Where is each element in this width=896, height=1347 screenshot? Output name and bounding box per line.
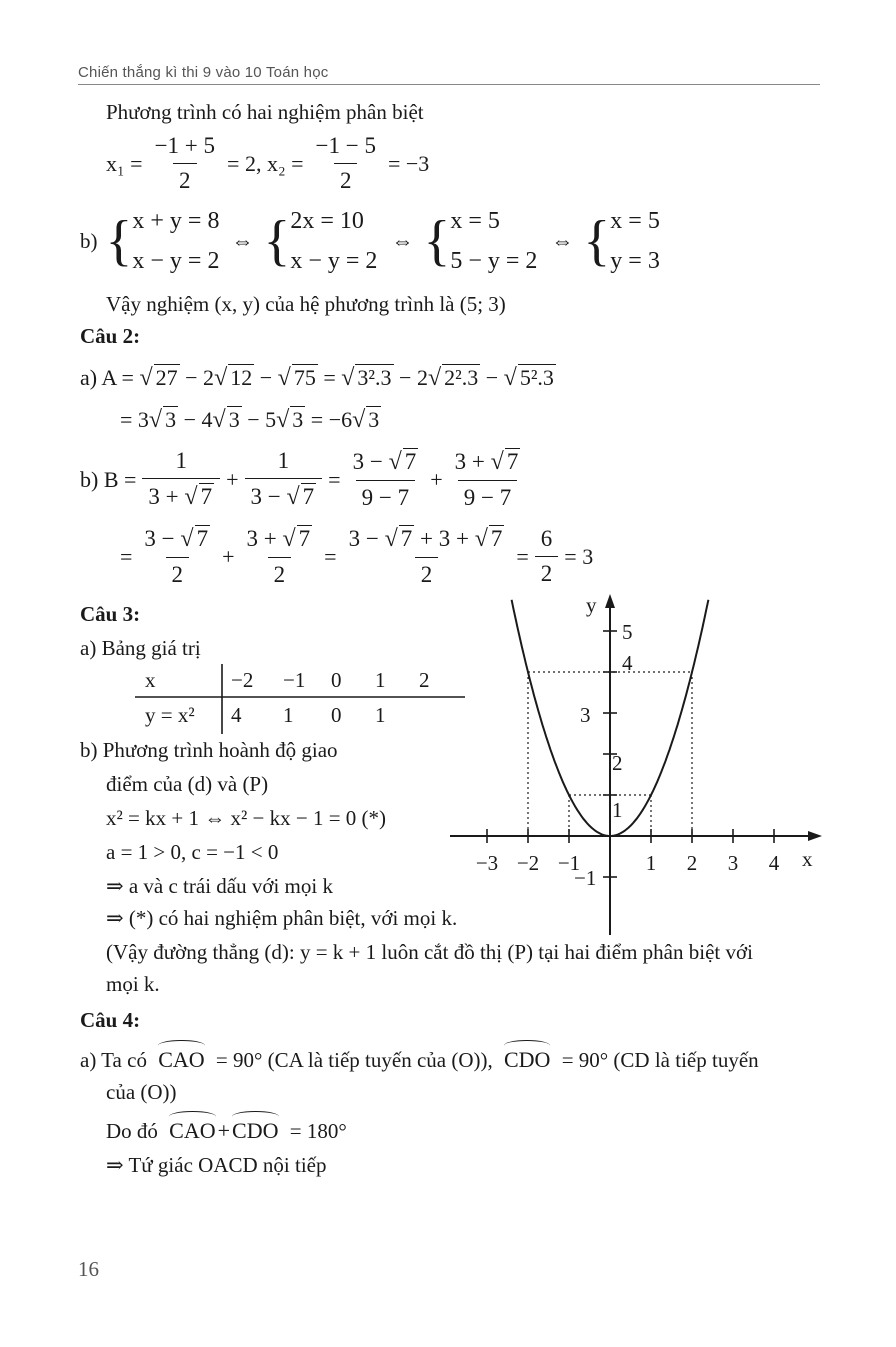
text-line: điểm của (d) và (P) — [106, 772, 269, 796]
sqrt: 7 — [404, 449, 417, 474]
text-line: b) Phương trình hoành độ giao — [80, 738, 338, 762]
brace: { — [263, 210, 291, 272]
equation: x = 5 — [450, 208, 500, 234]
x-tick-label: 4 — [768, 851, 780, 875]
question-heading: Câu 2: — [80, 324, 141, 348]
table-cell-y: 1 — [283, 703, 294, 727]
sqrt: 7 — [298, 526, 311, 551]
text-line: mọi k. — [106, 972, 160, 996]
fraction — [149, 133, 221, 194]
denominator: 2 — [173, 163, 197, 194]
x1-label: x₁ = — [106, 150, 143, 176]
op: = — [516, 543, 529, 569]
fraction — [535, 526, 559, 587]
header-rule — [78, 84, 820, 85]
sqrt: 7 — [490, 526, 503, 551]
x-tick-label: −3 — [475, 851, 499, 875]
parabola-graph — [440, 590, 840, 940]
sqrt: 3².3 — [357, 365, 392, 390]
sqrt: 12 — [230, 365, 253, 390]
x-tick-label: −2 — [516, 851, 540, 875]
y-tick-label: 1 — [612, 798, 623, 822]
term: 3 − — [144, 526, 175, 551]
sqrt: 27 — [155, 365, 178, 390]
op: − — [259, 365, 273, 390]
sqrt: 7 — [302, 484, 315, 509]
numerator: 3 + √ 7 — [246, 526, 311, 552]
equation-system — [290, 201, 377, 281]
term: 3 + — [454, 449, 485, 474]
text-line: Vậy nghiệm (x, y) của hệ phương trình là (5; 3) — [106, 292, 506, 316]
label: b) B = — [80, 466, 137, 492]
denominator: 3 − √ 7 — [245, 478, 323, 511]
op: − 5 — [247, 407, 277, 432]
question-heading: Câu 4: — [80, 1008, 141, 1032]
text-line-angles — [80, 1047, 759, 1073]
angle-cdo: CDO — [232, 1118, 279, 1143]
op: = −6 — [310, 407, 353, 432]
sqrt: 3 — [292, 407, 304, 432]
op: + — [226, 466, 239, 492]
op: + — [222, 543, 235, 569]
brace: { — [423, 210, 451, 272]
numerator: 3 + √ 7 — [454, 449, 519, 475]
term: 3 − — [352, 449, 383, 474]
roots-formula — [106, 133, 429, 194]
result: = 3 — [564, 543, 594, 569]
numerator: 3 − √ 7 — [144, 526, 209, 552]
op: + — [430, 466, 443, 492]
text: Do đó — [106, 1119, 158, 1143]
y-tick-label: 2 — [612, 751, 623, 775]
table-cell-x: 2 — [419, 668, 430, 692]
table-cell-x: −2 — [231, 668, 254, 692]
equation-system — [450, 201, 537, 281]
text-line: a = 1 > 0, c = −1 < 0 — [106, 840, 279, 864]
brace: { — [583, 210, 611, 272]
term: + 3 + — [419, 526, 469, 551]
op: − 2 — [399, 365, 428, 390]
running-header: Chiến thắng kì thi 9 vào 10 Toán học — [78, 64, 329, 81]
equivalence-symbol: ⇔ — [391, 228, 414, 253]
op: = — [328, 466, 341, 492]
denominator: 3 + √ 7 — [142, 478, 220, 511]
table-row-x-label: x — [145, 668, 156, 692]
x-tick-label: −1 — [557, 851, 581, 875]
denominator: 2 — [334, 163, 358, 194]
sqrt: 7 — [200, 484, 213, 509]
numerator: −1 + 5 — [154, 133, 216, 158]
fraction — [449, 448, 527, 511]
op: − 2 — [185, 365, 215, 390]
sqrt: 2².3 — [444, 365, 479, 390]
x1-result: = 2, x₂ = — [227, 150, 304, 176]
denominator: 9 − 7 — [458, 480, 517, 511]
angle-cao: CAO — [158, 1047, 205, 1072]
equation-system — [132, 201, 219, 281]
expr-a2-line1: a) A = √ 27 − 2√ 12 − √ 75 = √ 3².3 − 2√ 2².3 − √ 5².3 — [80, 365, 554, 391]
numerator: −1 − 5 — [315, 133, 376, 158]
text-line: ⇒ (*) có hai nghiệm phân biệt, với mọi k. — [106, 906, 458, 930]
fraction — [343, 525, 511, 588]
op: − — [485, 365, 499, 390]
x-tick-label: 1 — [645, 851, 657, 875]
equation: 2x = 10 — [290, 208, 364, 234]
text: a) Ta có — [80, 1048, 147, 1072]
equation: x − y = 2 — [132, 248, 220, 274]
op: = — [323, 365, 336, 390]
op: = 3 — [120, 407, 149, 432]
y-axis-arrow — [605, 594, 615, 608]
expr-b2-line2 — [120, 525, 593, 588]
x2-result: = −3 — [387, 150, 430, 176]
term: 3 + — [246, 526, 277, 551]
equation: x = 5 — [610, 208, 660, 234]
op: + — [217, 1118, 231, 1143]
text: = 90° (CD là tiếp tuyến — [561, 1048, 759, 1072]
text-line-sum — [106, 1118, 347, 1144]
text-line: ⇒ a và c trái dấu với mọi k — [106, 874, 333, 898]
op: − 4 — [183, 407, 213, 432]
page-number: 16 — [78, 1257, 99, 1281]
numerator: 6 — [540, 526, 553, 551]
equivalence-symbol: ⇔ — [231, 228, 254, 253]
op: = — [324, 543, 337, 569]
y-tick-label: 3 — [580, 703, 591, 727]
text: = 90° (CA là tiếp tuyến của (O)), — [215, 1048, 493, 1072]
fraction — [347, 448, 425, 511]
table-cell-y: 1 — [375, 703, 386, 727]
text-line: của (O)) — [106, 1080, 177, 1104]
equivalence-symbol: ⇔ — [551, 228, 574, 253]
x-axis-label: x — [802, 847, 813, 871]
y-tick-label: 4 — [622, 651, 633, 675]
equation: 5 − y = 2 — [450, 248, 538, 274]
numerator: 1 — [175, 448, 187, 473]
table-row-y-label: y = x² — [145, 703, 195, 727]
text-line: ⇒ Tứ giác OACD nội tiếp — [106, 1153, 327, 1177]
y-tick-label: −1 — [574, 866, 597, 890]
brace: { — [105, 210, 133, 272]
x-tick-label: 3 — [727, 851, 739, 875]
part-label: b) — [80, 228, 98, 253]
denominator: 2 — [535, 556, 559, 587]
x-axis-arrow — [808, 831, 822, 841]
table-cell-x: 0 — [331, 668, 342, 692]
text: = 180° — [289, 1119, 347, 1143]
table-cell-x: 1 — [375, 668, 386, 692]
table-cell-y: 4 — [231, 703, 242, 727]
fraction — [245, 448, 323, 511]
text-line: a) Bảng giá trị — [80, 636, 201, 660]
angle-cdo: CDO — [503, 1047, 551, 1072]
denominator: 2 — [268, 557, 292, 588]
sqrt: 7 — [400, 526, 413, 551]
y-tick-label: 5 — [622, 620, 633, 644]
label: a) A = — [80, 365, 134, 390]
y-axis-label: y — [586, 593, 597, 617]
term: 3 − — [250, 484, 281, 509]
equation: x − y = 2 — [290, 248, 378, 274]
numerator: 1 — [277, 448, 290, 473]
denominator: 2 — [415, 557, 439, 588]
fraction — [241, 525, 319, 588]
expr-a2-line2: = 3√ 3 − 4√ 3 − 5√ 3 = −6√ 3 — [120, 407, 380, 433]
fraction — [138, 525, 216, 588]
sqrt: 7 — [506, 449, 519, 474]
term: 3 − — [348, 526, 379, 551]
numerator: 3 − √ 7 — [352, 449, 417, 475]
equation-system — [610, 201, 660, 281]
equation: x + y = 8 — [132, 208, 220, 234]
text-line: x² = kx + 1 ⇔ x² − kx − 1 = 0 (*) — [106, 806, 387, 830]
text-line: Phương trình có hai nghiệm phân biệt — [106, 100, 424, 124]
sqrt: 75 — [293, 365, 316, 390]
text-line: (Vậy đường thẳng (d): y = k + 1 luôn cắt đồ thị (P) tại hai điểm phân biệt với — [106, 940, 753, 964]
table-cell-x: −1 — [283, 668, 306, 692]
table-cell-y: 0 — [331, 703, 342, 727]
sqrt: 3 — [228, 407, 240, 432]
sqrt: 3 — [165, 407, 177, 432]
expr-b2-line1 — [80, 448, 532, 511]
sqrt: 7 — [196, 526, 209, 551]
question-heading: Câu 3: — [80, 602, 141, 626]
fraction — [142, 448, 220, 511]
op: = — [120, 543, 133, 569]
angle-cao: CAO — [169, 1118, 216, 1143]
fraction — [310, 133, 382, 194]
x-tick-label: 2 — [686, 851, 698, 875]
equation: y = 3 — [610, 248, 660, 274]
system-chain — [80, 199, 660, 283]
numerator: 3 − √ 7 + 3 + √ 7 — [348, 526, 503, 552]
denominator: 9 − 7 — [356, 480, 415, 511]
sqrt: 3 — [368, 407, 380, 432]
sqrt: 5².3 — [519, 365, 554, 390]
term: 3 + — [148, 484, 179, 509]
denominator: 2 — [166, 557, 190, 588]
